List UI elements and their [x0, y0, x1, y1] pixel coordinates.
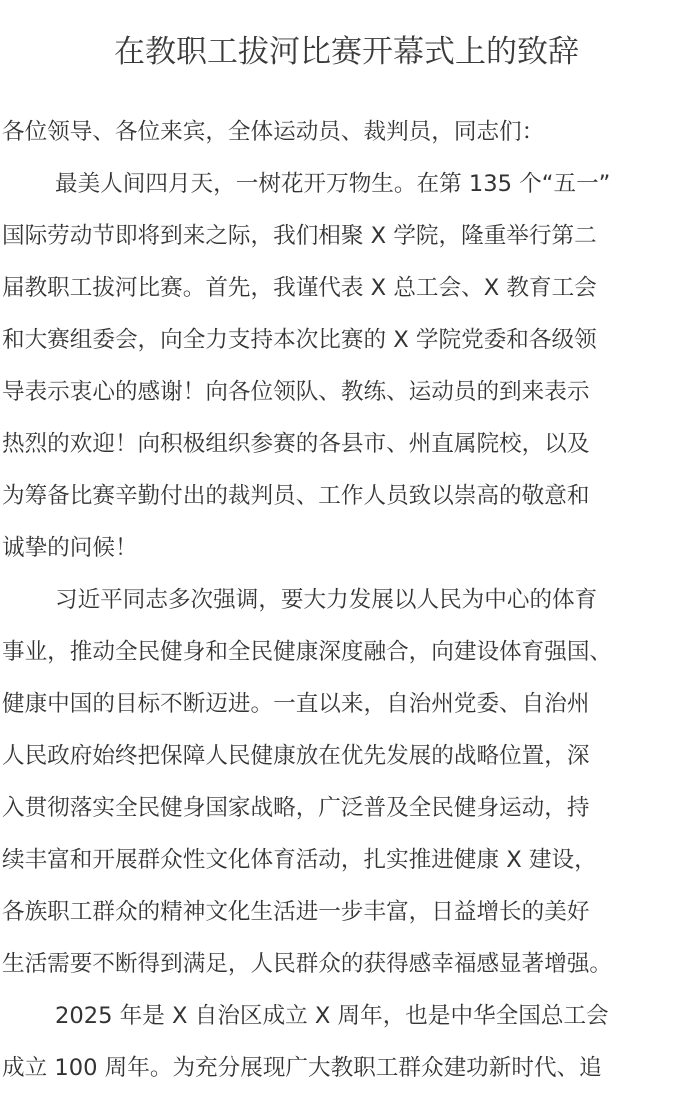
paragraph-2-line: 入贯彻落实全民健身国家战略，广泛普及全民健身运动，持: [2, 795, 590, 821]
paragraph-3-line: 成立 100 周年。为充分展现广大教职工群众建功新时代、追: [2, 1055, 602, 1081]
paragraph-2-line: 各族职工群众的精神文化生活进一步丰富，日益增长的美好: [2, 899, 590, 925]
paragraph-1-line: 为筹备比赛辛勤付出的裁判员、工作人员致以崇高的敬意和: [2, 483, 590, 509]
paragraph-2-line: 人民政府始终把保障人民健康放在优先发展的战略位置，深: [2, 743, 590, 769]
paragraph-1-line: 和大赛组委会，向全力支持本次比赛的 X 学院党委和各级领: [2, 327, 597, 353]
paragraph-1-line: 热烈的欢迎！向积极组织参赛的各县市、州直属院校，以及: [2, 431, 590, 457]
paragraph-2-line: 生活需要不断得到满足，人民群众的获得感幸福感显著增强。: [2, 951, 613, 977]
paragraph-1-line: 最美人间四月天，一树花开万物生。在第 135 个“五一”: [55, 171, 611, 197]
paragraph-1-line: 导表示衷心的感谢！向各位领队、教练、运动员的到来表示: [2, 379, 590, 405]
paragraph-2-line: 事业，推动全民健身和全民健康深度融合，向建设体育强国、: [2, 639, 613, 665]
document-body: [2, 106, 693, 1094]
salutation-line: 各位领导、各位来宾，全体运动员、裁判员，同志们：: [2, 119, 545, 145]
paragraph-1-line: 诚挚的问候！: [2, 535, 138, 561]
paragraph-3-line: 2025 年是 X 自治区成立 X 周年，也是中华全国总工会: [55, 1003, 609, 1029]
paragraph-2-line: 续丰富和开展群众性文化体育活动，扎实推进健康 X 建设，: [2, 847, 597, 873]
paragraph-1-line: 届教职工拔河比赛。首先，我谨代表 X 总工会、X 教育工会: [2, 275, 597, 301]
paragraph-1-line: 国际劳动节即将到来之际，我们相聚 X 学院，隆重举行第二: [2, 223, 597, 249]
document-title: 在教职工拔河比赛开幕式上的致辞: [114, 34, 579, 70]
paragraph-2-line: 习近平同志多次强调，要大力发展以人民为中心的体育: [55, 587, 598, 613]
paragraph-2-line: 健康中国的目标不断迈进。一直以来，自治州党委、自治州: [2, 691, 590, 717]
